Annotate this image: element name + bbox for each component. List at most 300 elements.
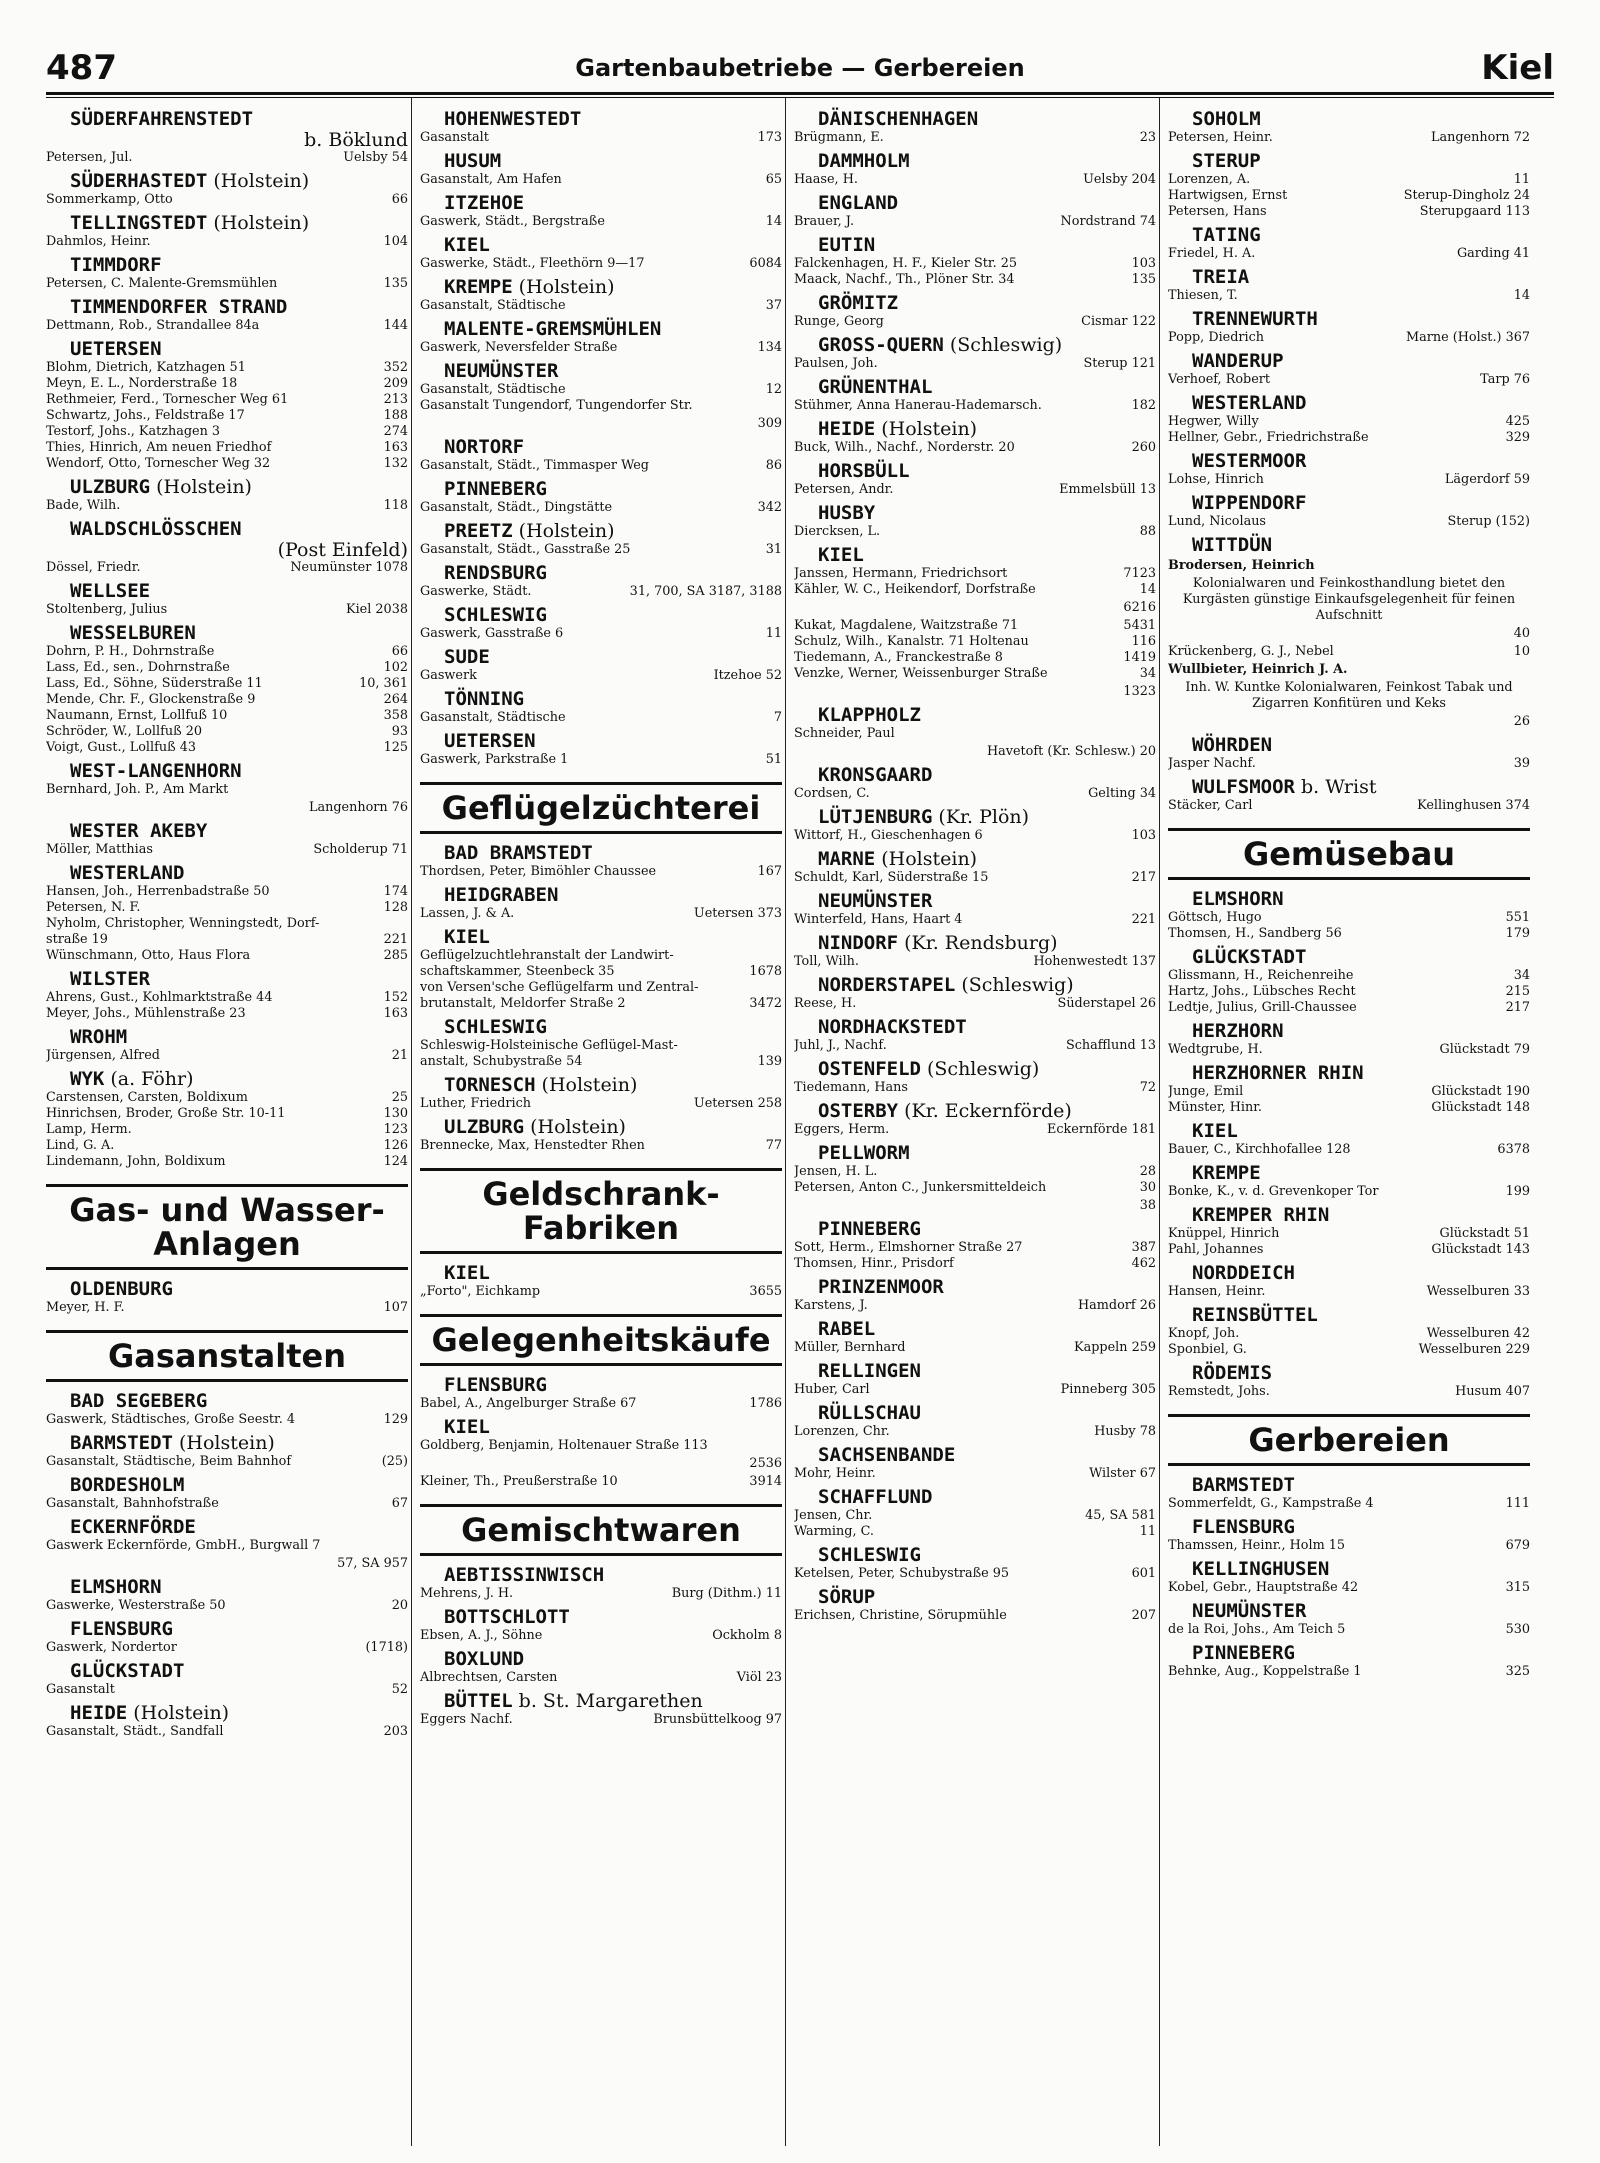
place-heading bbox=[444, 884, 782, 906]
place-name: KIEL bbox=[444, 926, 490, 948]
entry-name: Dössel, Friedr. bbox=[46, 560, 141, 575]
place-heading bbox=[818, 704, 1156, 726]
entry-name: Thiesen, T. bbox=[1168, 288, 1238, 303]
place-heading bbox=[70, 1576, 408, 1598]
listing-entry bbox=[1168, 910, 1530, 926]
entry-name: Gaswerk, Neversfelder Straße bbox=[420, 340, 618, 355]
entry-name: Gaswerk, Städt., Bergstraße bbox=[420, 214, 605, 229]
entry-phone: Burg (Dithm.) 11 bbox=[671, 1586, 782, 1601]
place-heading bbox=[818, 1100, 1156, 1122]
entry-name: Remstedt, Johs. bbox=[1168, 1384, 1270, 1399]
entry-phone: 215 bbox=[1505, 984, 1530, 999]
entry-name: Ketelsen, Peter, Schubystraße 95 bbox=[794, 1566, 1010, 1581]
entry-name: Lass, Ed., sen., Dohrnstraße bbox=[46, 660, 230, 675]
place-heading bbox=[444, 276, 782, 298]
listing-entry bbox=[46, 884, 408, 900]
listing-entry bbox=[1168, 1142, 1530, 1158]
listing-entry bbox=[794, 634, 1156, 650]
listing-entry bbox=[420, 964, 782, 980]
listing-entry bbox=[794, 482, 1156, 498]
listing-entry bbox=[794, 1508, 1156, 1524]
entry-name: Gasanstalt, Städtische bbox=[420, 710, 566, 725]
entry-name: Gaswerk Eckernförde, GmbH., Burgwall 7 bbox=[46, 1538, 321, 1553]
listing-entry bbox=[1168, 1100, 1530, 1116]
listing-entry bbox=[46, 408, 408, 424]
place-name: HUSUM bbox=[444, 150, 502, 172]
entry-name: Münster, Hinr. bbox=[1168, 1100, 1262, 1115]
listing-entry bbox=[46, 318, 408, 334]
entry-name: Ledtje, Julius, Grill-Chaussee bbox=[1168, 1000, 1357, 1015]
entry-name: Wedtgrube, H. bbox=[1168, 1042, 1263, 1057]
place-name: NORDERSTAPEL bbox=[818, 974, 956, 996]
place-heading bbox=[818, 1402, 1156, 1424]
place-qualifier: (Holstein) bbox=[524, 1116, 626, 1138]
entry-name: Kobel, Gebr., Hauptstraße 42 bbox=[1168, 1580, 1359, 1595]
listing-entry bbox=[420, 980, 782, 996]
entry-name: Naumann, Ernst, Lollfuß 10 bbox=[46, 708, 228, 723]
entry-phone: 260 bbox=[1131, 440, 1156, 455]
place-heading bbox=[818, 1276, 1156, 1298]
entry-phone: 601 bbox=[1131, 1566, 1156, 1581]
entry-phone: Viöl 23 bbox=[736, 1670, 782, 1685]
entry-name: Geflügelzuchtlehranstalt der Landwirt- bbox=[420, 948, 674, 963]
place-heading bbox=[1192, 350, 1530, 372]
entry-name: Gasanstalt bbox=[46, 1682, 115, 1697]
place-qualifier: (Kr. Eckernförde) bbox=[898, 1100, 1072, 1122]
place-name: WESTER AKEBY bbox=[70, 820, 208, 842]
place-heading bbox=[1192, 266, 1530, 288]
place-name: KIEL bbox=[444, 1416, 490, 1438]
entry-phone: 12 bbox=[765, 382, 782, 397]
place-name: ECKERNFÖRDE bbox=[70, 1516, 196, 1538]
entry-name: Bernhard, Joh. P., Am Markt bbox=[46, 782, 229, 797]
place-qualifier: (Holstein) bbox=[172, 1432, 275, 1454]
entry-name: Pahl, Johannes bbox=[1168, 1242, 1264, 1257]
place-heading bbox=[70, 296, 408, 318]
listing-entry bbox=[420, 130, 782, 146]
entry-phone: 10, 361 bbox=[359, 676, 408, 691]
listing-entry bbox=[1168, 1242, 1530, 1258]
listing-entry bbox=[420, 256, 782, 272]
entry-name: Hegwer, Willy bbox=[1168, 414, 1259, 429]
listing-entry bbox=[794, 786, 1156, 802]
place-heading bbox=[818, 1142, 1156, 1164]
listing-entry bbox=[420, 996, 782, 1012]
listing-entry bbox=[794, 912, 1156, 928]
entry-name: brutanstalt, Meldorfer Straße 2 bbox=[420, 996, 626, 1011]
listing-entry bbox=[420, 584, 782, 600]
place-name: TIMMENDORFER STRAND bbox=[70, 296, 288, 318]
place-heading bbox=[444, 1116, 782, 1138]
category-heading: Gas- und Wasser- Anlagen bbox=[46, 1184, 408, 1270]
entry-phone: 104 bbox=[383, 234, 408, 249]
listing-entry bbox=[1168, 1384, 1530, 1400]
place-name: EUTIN bbox=[818, 234, 876, 256]
entry-phone: 88 bbox=[1139, 524, 1156, 539]
place-name: ENGLAND bbox=[818, 192, 899, 214]
entry-phone: 274 bbox=[383, 424, 408, 439]
listing-entry bbox=[1168, 968, 1530, 984]
entry-name: Lind, G. A. bbox=[46, 1138, 115, 1153]
advert-name: Wullbieter, Heinrich J. A. bbox=[1168, 662, 1348, 677]
place-heading bbox=[70, 622, 408, 644]
place-name: ELMSHORN bbox=[70, 1576, 162, 1598]
entry-phone: 358 bbox=[383, 708, 408, 723]
place-heading bbox=[1192, 450, 1530, 472]
entry-phone: 118 bbox=[383, 498, 408, 513]
listing-entry bbox=[794, 1424, 1156, 1440]
entry-phone: 14 bbox=[1513, 288, 1530, 303]
entry-phone: 77 bbox=[765, 1138, 782, 1153]
listing-entry bbox=[794, 1164, 1156, 1180]
entry-phone: Emmelsbüll 13 bbox=[1059, 482, 1156, 497]
entry-phone: Wesselburen 229 bbox=[1418, 1342, 1530, 1357]
entry-phone: 67 bbox=[391, 1496, 408, 1511]
entry-phone: Nordstrand 74 bbox=[1060, 214, 1156, 229]
place-name: ELMSHORN bbox=[1192, 888, 1284, 910]
entry-phone: 679 bbox=[1505, 1538, 1530, 1553]
place-name: NEUMÜNSTER bbox=[818, 890, 933, 912]
entry-phone: 31 bbox=[765, 542, 782, 557]
place-name: BAD BRAMSTEDT bbox=[444, 842, 593, 864]
entry-name: Gaswerk, Städtisches, Große Seestr. 4 bbox=[46, 1412, 296, 1427]
place-heading bbox=[444, 192, 782, 214]
listing-entry bbox=[794, 1122, 1156, 1138]
entry-name: Gasanstalt, Bahnhofstraße bbox=[46, 1496, 219, 1511]
listing-entry bbox=[46, 1154, 408, 1170]
entry-name: Brennecke, Max, Henstedter Rhen bbox=[420, 1138, 645, 1153]
entry-phone: 221 bbox=[1131, 912, 1156, 927]
place-heading bbox=[444, 688, 782, 710]
place-name: HERZHORN bbox=[1192, 1020, 1284, 1042]
place-name: WÖHRDEN bbox=[1192, 734, 1273, 756]
entry-phone: (1718) bbox=[365, 1640, 408, 1655]
place-heading bbox=[70, 1278, 408, 1300]
place-name: RABEL bbox=[818, 1318, 876, 1340]
entry-name: Friedel, H. A. bbox=[1168, 246, 1256, 261]
entry-name: Juhl, J., Nachf. bbox=[794, 1038, 887, 1053]
place-name: UETERSEN bbox=[444, 730, 536, 752]
entry-continuation: 26 bbox=[1513, 714, 1530, 729]
place-heading bbox=[818, 234, 1156, 256]
entry-name: Blohm, Dietrich, Katzhagen 51 bbox=[46, 360, 246, 375]
entry-phone: 128 bbox=[383, 900, 408, 915]
entry-name: Thomsen, H., Sandberg 56 bbox=[1168, 926, 1342, 941]
place-name: SACHSENBANDE bbox=[818, 1444, 956, 1466]
entry-name: Dettmann, Rob., Strandallee 84a bbox=[46, 318, 260, 333]
place-name: UETERSEN bbox=[70, 338, 162, 360]
place-name: ITZEHOE bbox=[444, 192, 525, 214]
entry-name: Petersen, Heinr. bbox=[1168, 130, 1273, 145]
entry-name: Thies, Hinrich, Am neuen Friedhof bbox=[46, 440, 272, 455]
place-heading bbox=[444, 108, 782, 130]
entry-name: Luther, Friedrich bbox=[420, 1096, 532, 1111]
listing-entry bbox=[794, 398, 1156, 414]
place-name: FLENSBURG bbox=[1192, 1516, 1295, 1538]
place-qualifier: (Holstein) bbox=[535, 1074, 638, 1096]
entry-name: Gaswerke, Städt., Fleethörn 9—17 bbox=[420, 256, 645, 271]
entry-phone: 315 bbox=[1505, 1580, 1530, 1595]
entry-name: Kleiner, Th., Preußerstraße 10 bbox=[420, 1474, 618, 1489]
place-name: KIEL bbox=[1192, 1120, 1238, 1142]
entry-name: Schwartz, Johs., Feldstraße 17 bbox=[46, 408, 245, 423]
entry-name: Jasper Nachf. bbox=[1168, 756, 1256, 771]
entry-phone: 174 bbox=[383, 884, 408, 899]
entry-phone: 325 bbox=[1505, 1664, 1530, 1679]
place-heading bbox=[1192, 1062, 1530, 1084]
place-name: KREMPE bbox=[444, 276, 513, 298]
place-name: BÜTTEL bbox=[444, 1690, 513, 1712]
place-name: RÖDEMIS bbox=[1192, 1362, 1273, 1384]
entry-name: Ahrens, Gust., Kohlmarktstraße 44 bbox=[46, 990, 273, 1005]
listing-entry bbox=[420, 752, 782, 768]
listing-entry bbox=[1168, 926, 1530, 942]
entry-phone: 167 bbox=[757, 864, 782, 879]
place-name: SUDE bbox=[444, 646, 490, 668]
listing-entry bbox=[46, 1090, 408, 1106]
listing-entry bbox=[46, 1598, 408, 1614]
entry-name: Gaswerke, Westerstraße 50 bbox=[46, 1598, 226, 1613]
entry-name: Haase, H. bbox=[794, 172, 858, 187]
listing-entry bbox=[46, 740, 408, 756]
entry-name: Lund, Nicolaus bbox=[1168, 514, 1267, 529]
place-heading bbox=[70, 254, 408, 276]
place-heading bbox=[444, 562, 782, 584]
entry-name: Kähler, W. C., Heikendorf, Dorfstraße bbox=[794, 582, 1036, 597]
entry-name: Meyer, H. F. bbox=[46, 1300, 125, 1315]
place-name: WESSELBUREN bbox=[70, 622, 196, 644]
listing-entry bbox=[420, 1396, 782, 1412]
place-heading bbox=[818, 108, 1156, 130]
place-qualifier: (Kr. Rendsburg) bbox=[898, 932, 1058, 954]
place-heading bbox=[444, 604, 782, 626]
listing-entry bbox=[794, 954, 1156, 970]
entry-phone: 209 bbox=[383, 376, 408, 391]
place-heading bbox=[1192, 734, 1530, 756]
place-name: RELLINGEN bbox=[818, 1360, 921, 1382]
place-name: BARMSTEDT bbox=[70, 1432, 173, 1454]
place-qualifier: (Holstein) bbox=[512, 276, 615, 298]
column-3 bbox=[794, 104, 1156, 2144]
listing-entry bbox=[794, 828, 1156, 844]
place-heading bbox=[818, 1058, 1156, 1080]
entry-phone: 123 bbox=[383, 1122, 408, 1137]
listing-entry bbox=[420, 668, 782, 684]
place-name: GLÜCKSTADT bbox=[1192, 946, 1307, 968]
column-4 bbox=[1168, 104, 1530, 2144]
advert-name: Brodersen, Heinrich bbox=[1168, 558, 1315, 573]
entry-phone: 111 bbox=[1505, 1496, 1530, 1511]
place-heading bbox=[444, 1564, 782, 1586]
entry-phone: Husum 407 bbox=[1455, 1384, 1530, 1399]
entry-phone: 387 bbox=[1131, 1240, 1156, 1255]
place-continuation: b. Böklund bbox=[304, 129, 408, 151]
entry-name: Schleswig-Holsteinische Geflügel-Mast- bbox=[420, 1038, 678, 1053]
entry-name: Lass, Ed., Söhne, Süderstraße 11 bbox=[46, 676, 263, 691]
entry-phone: Glückstadt 143 bbox=[1431, 1242, 1530, 1257]
listing-entry bbox=[46, 644, 408, 660]
listing-entry bbox=[420, 864, 782, 880]
listing-entry bbox=[1168, 1326, 1530, 1342]
entry-name: Toll, Wilh. bbox=[794, 954, 859, 969]
entry-name: Nyholm, Christopher, Wenningstedt, Dorf- bbox=[46, 916, 320, 931]
place-heading bbox=[818, 1586, 1156, 1608]
listing-entry bbox=[1168, 756, 1530, 772]
category-heading: Gasanstalten bbox=[46, 1330, 408, 1382]
place-heading bbox=[444, 478, 782, 500]
listing-entry bbox=[46, 1538, 408, 1554]
place-name: FLENSBURG bbox=[70, 1618, 173, 1640]
listing-entry bbox=[46, 1138, 408, 1154]
place-heading bbox=[444, 318, 782, 340]
entry-name: Knopf, Joh. bbox=[1168, 1326, 1240, 1341]
place-name: NEUMÜNSTER bbox=[1192, 1600, 1307, 1622]
entry-name: Lassen, J. & A. bbox=[420, 906, 515, 921]
listing-entry bbox=[420, 398, 782, 414]
entry-name: Mehrens, J. H. bbox=[420, 1586, 514, 1601]
entry-name: Meyn, E. L., Norderstraße 18 bbox=[46, 376, 238, 391]
entry-phone: 25 bbox=[391, 1090, 408, 1105]
place-qualifier: (Schleswig) bbox=[955, 974, 1074, 996]
place-name: MALENTE-GREMSMÜHLEN bbox=[444, 318, 662, 340]
place-name: BOTTSCHLOTT bbox=[444, 1606, 570, 1628]
entry-phone: 116 bbox=[1131, 634, 1156, 649]
entry-name: Petersen, Andr. bbox=[794, 482, 894, 497]
place-name: HEIDE bbox=[70, 1702, 128, 1724]
entry-name: Hinrichsen, Broder, Große Str. 10-11 bbox=[46, 1106, 286, 1121]
place-heading bbox=[444, 234, 782, 256]
entry-name: Cordsen, C. bbox=[794, 786, 870, 801]
place-qualifier: (a. Föhr) bbox=[104, 1068, 194, 1090]
listing-entry bbox=[420, 1712, 782, 1728]
listing-entry bbox=[46, 1724, 408, 1740]
listing-entry bbox=[420, 1138, 782, 1154]
entry-name: Gasanstalt, Städt., Dingstätte bbox=[420, 500, 613, 515]
listing-entry bbox=[1168, 472, 1530, 488]
entry-name: Winterfeld, Hans, Haart 4 bbox=[794, 912, 963, 927]
place-heading bbox=[70, 518, 408, 540]
place-heading bbox=[70, 862, 408, 884]
listing-entry bbox=[794, 524, 1156, 540]
entry-phone: 132 bbox=[383, 456, 408, 471]
entry-name: Petersen, Jul. bbox=[46, 150, 133, 165]
entry-name: Gaswerk, Nordertor bbox=[46, 1640, 177, 1655]
place-name: WULFSMOOR bbox=[1192, 776, 1295, 798]
entry-name: Popp, Diedrich bbox=[1168, 330, 1265, 345]
place-heading bbox=[818, 1444, 1156, 1466]
place-name: DÄNISCHENHAGEN bbox=[818, 108, 979, 130]
listing-entry bbox=[794, 870, 1156, 886]
entry-name: Knüppel, Hinrich bbox=[1168, 1226, 1280, 1241]
entry-phone: Sterupgaard 113 bbox=[1419, 204, 1530, 219]
place-heading bbox=[444, 926, 782, 948]
entry-name: Gasanstalt, Städtische bbox=[420, 298, 566, 313]
place-name: TREIA bbox=[1192, 266, 1250, 288]
entry-name: Paulsen, Joh. bbox=[794, 356, 878, 371]
listing-entry bbox=[46, 1006, 408, 1022]
entry-name: Reese, H. bbox=[794, 996, 857, 1011]
place-heading bbox=[1192, 224, 1530, 246]
listing-entry bbox=[1168, 188, 1530, 204]
entry-phone: 28 bbox=[1139, 1164, 1156, 1179]
entry-phone: Schafflund 13 bbox=[1065, 1038, 1156, 1053]
entry-name: schaftskammer, Steenbeck 35 bbox=[420, 964, 615, 979]
listing-entry bbox=[1168, 1538, 1530, 1554]
place-name: BORDESHOLM bbox=[70, 1474, 185, 1496]
entry-continuation: 2536 bbox=[749, 1456, 782, 1471]
category-heading: Geflügelzüchterei bbox=[420, 782, 782, 834]
place-qualifier: (Holstein) bbox=[512, 520, 615, 542]
place-heading bbox=[1192, 1600, 1530, 1622]
entry-phone: 124 bbox=[383, 1154, 408, 1169]
entry-phone: 179 bbox=[1505, 926, 1530, 941]
entry-phone: Eckernförde 181 bbox=[1046, 1122, 1156, 1137]
entry-continuation: 6216 bbox=[1123, 600, 1156, 615]
place-name: OLDENBURG bbox=[70, 1278, 173, 1300]
place-continuation: (Post Einfeld) bbox=[277, 539, 408, 561]
place-heading bbox=[1192, 1558, 1530, 1580]
place-heading bbox=[1192, 1204, 1530, 1226]
place-qualifier: (Holstein) bbox=[150, 476, 252, 498]
entry-phone: 342 bbox=[757, 500, 782, 515]
place-heading bbox=[444, 1374, 782, 1396]
place-name: KREMPE bbox=[1192, 1162, 1261, 1184]
place-heading bbox=[70, 1702, 408, 1724]
page-header bbox=[46, 48, 1554, 94]
listing-entry bbox=[46, 498, 408, 514]
listing-entry bbox=[46, 1682, 408, 1698]
entry-name: Sommerfeldt, G., Kampstraße 4 bbox=[1168, 1496, 1374, 1511]
running-title: Gartenbaubetriebe — Gerbereien bbox=[575, 54, 1025, 82]
entry-name: Dohrn, P. H., Dohrnstraße bbox=[46, 644, 215, 659]
entry-phone: Itzehoe 52 bbox=[713, 668, 782, 683]
place-qualifier: (Schleswig) bbox=[920, 1058, 1040, 1080]
place-name: PRINZENMOOR bbox=[818, 1276, 944, 1298]
listing-entry bbox=[1168, 372, 1530, 388]
listing-entry bbox=[46, 660, 408, 676]
place-name: OSTERBY bbox=[818, 1100, 899, 1122]
place-name: GRÜNENTHAL bbox=[818, 376, 933, 398]
category-heading: Geldschrank- Fabriken bbox=[420, 1168, 782, 1254]
place-name: PINNEBERG bbox=[1192, 1642, 1295, 1664]
entry-name: Hartz, Johs., Lübsches Recht bbox=[1168, 984, 1356, 999]
entry-phone: 3914 bbox=[749, 1474, 782, 1489]
entry-phone: 425 bbox=[1505, 414, 1530, 429]
place-name: WESTERMOOR bbox=[1192, 450, 1307, 472]
entry-phone: Hamdorf 26 bbox=[1077, 1298, 1156, 1313]
entry-continuation: Langenhorn 76 bbox=[308, 800, 408, 815]
entry-name: Bade, Wilh. bbox=[46, 498, 121, 513]
entry-phone: (25) bbox=[381, 1454, 408, 1469]
listing-entry bbox=[46, 1412, 408, 1428]
place-name: PREETZ bbox=[444, 520, 513, 542]
listing-entry bbox=[1168, 204, 1530, 220]
listing-entry bbox=[46, 948, 408, 964]
entry-phone: 11 bbox=[1513, 172, 1530, 187]
entry-name: Junge, Emil bbox=[1168, 1084, 1244, 1099]
listing-entry bbox=[420, 1054, 782, 1070]
place-name: NINDORF bbox=[818, 932, 899, 954]
entry-name: von Versen'sche Geflügelfarm und Zentral- bbox=[420, 980, 699, 995]
listing-entry bbox=[1168, 1496, 1530, 1512]
entry-phone: 11 bbox=[1139, 1524, 1156, 1539]
place-name: OSTENFELD bbox=[818, 1058, 921, 1080]
listing-entry bbox=[794, 1524, 1156, 1540]
place-heading bbox=[1192, 776, 1530, 798]
place-heading bbox=[1192, 492, 1530, 514]
listing-entry bbox=[794, 172, 1156, 188]
entry-phone: Kellinghusen 374 bbox=[1417, 798, 1530, 813]
